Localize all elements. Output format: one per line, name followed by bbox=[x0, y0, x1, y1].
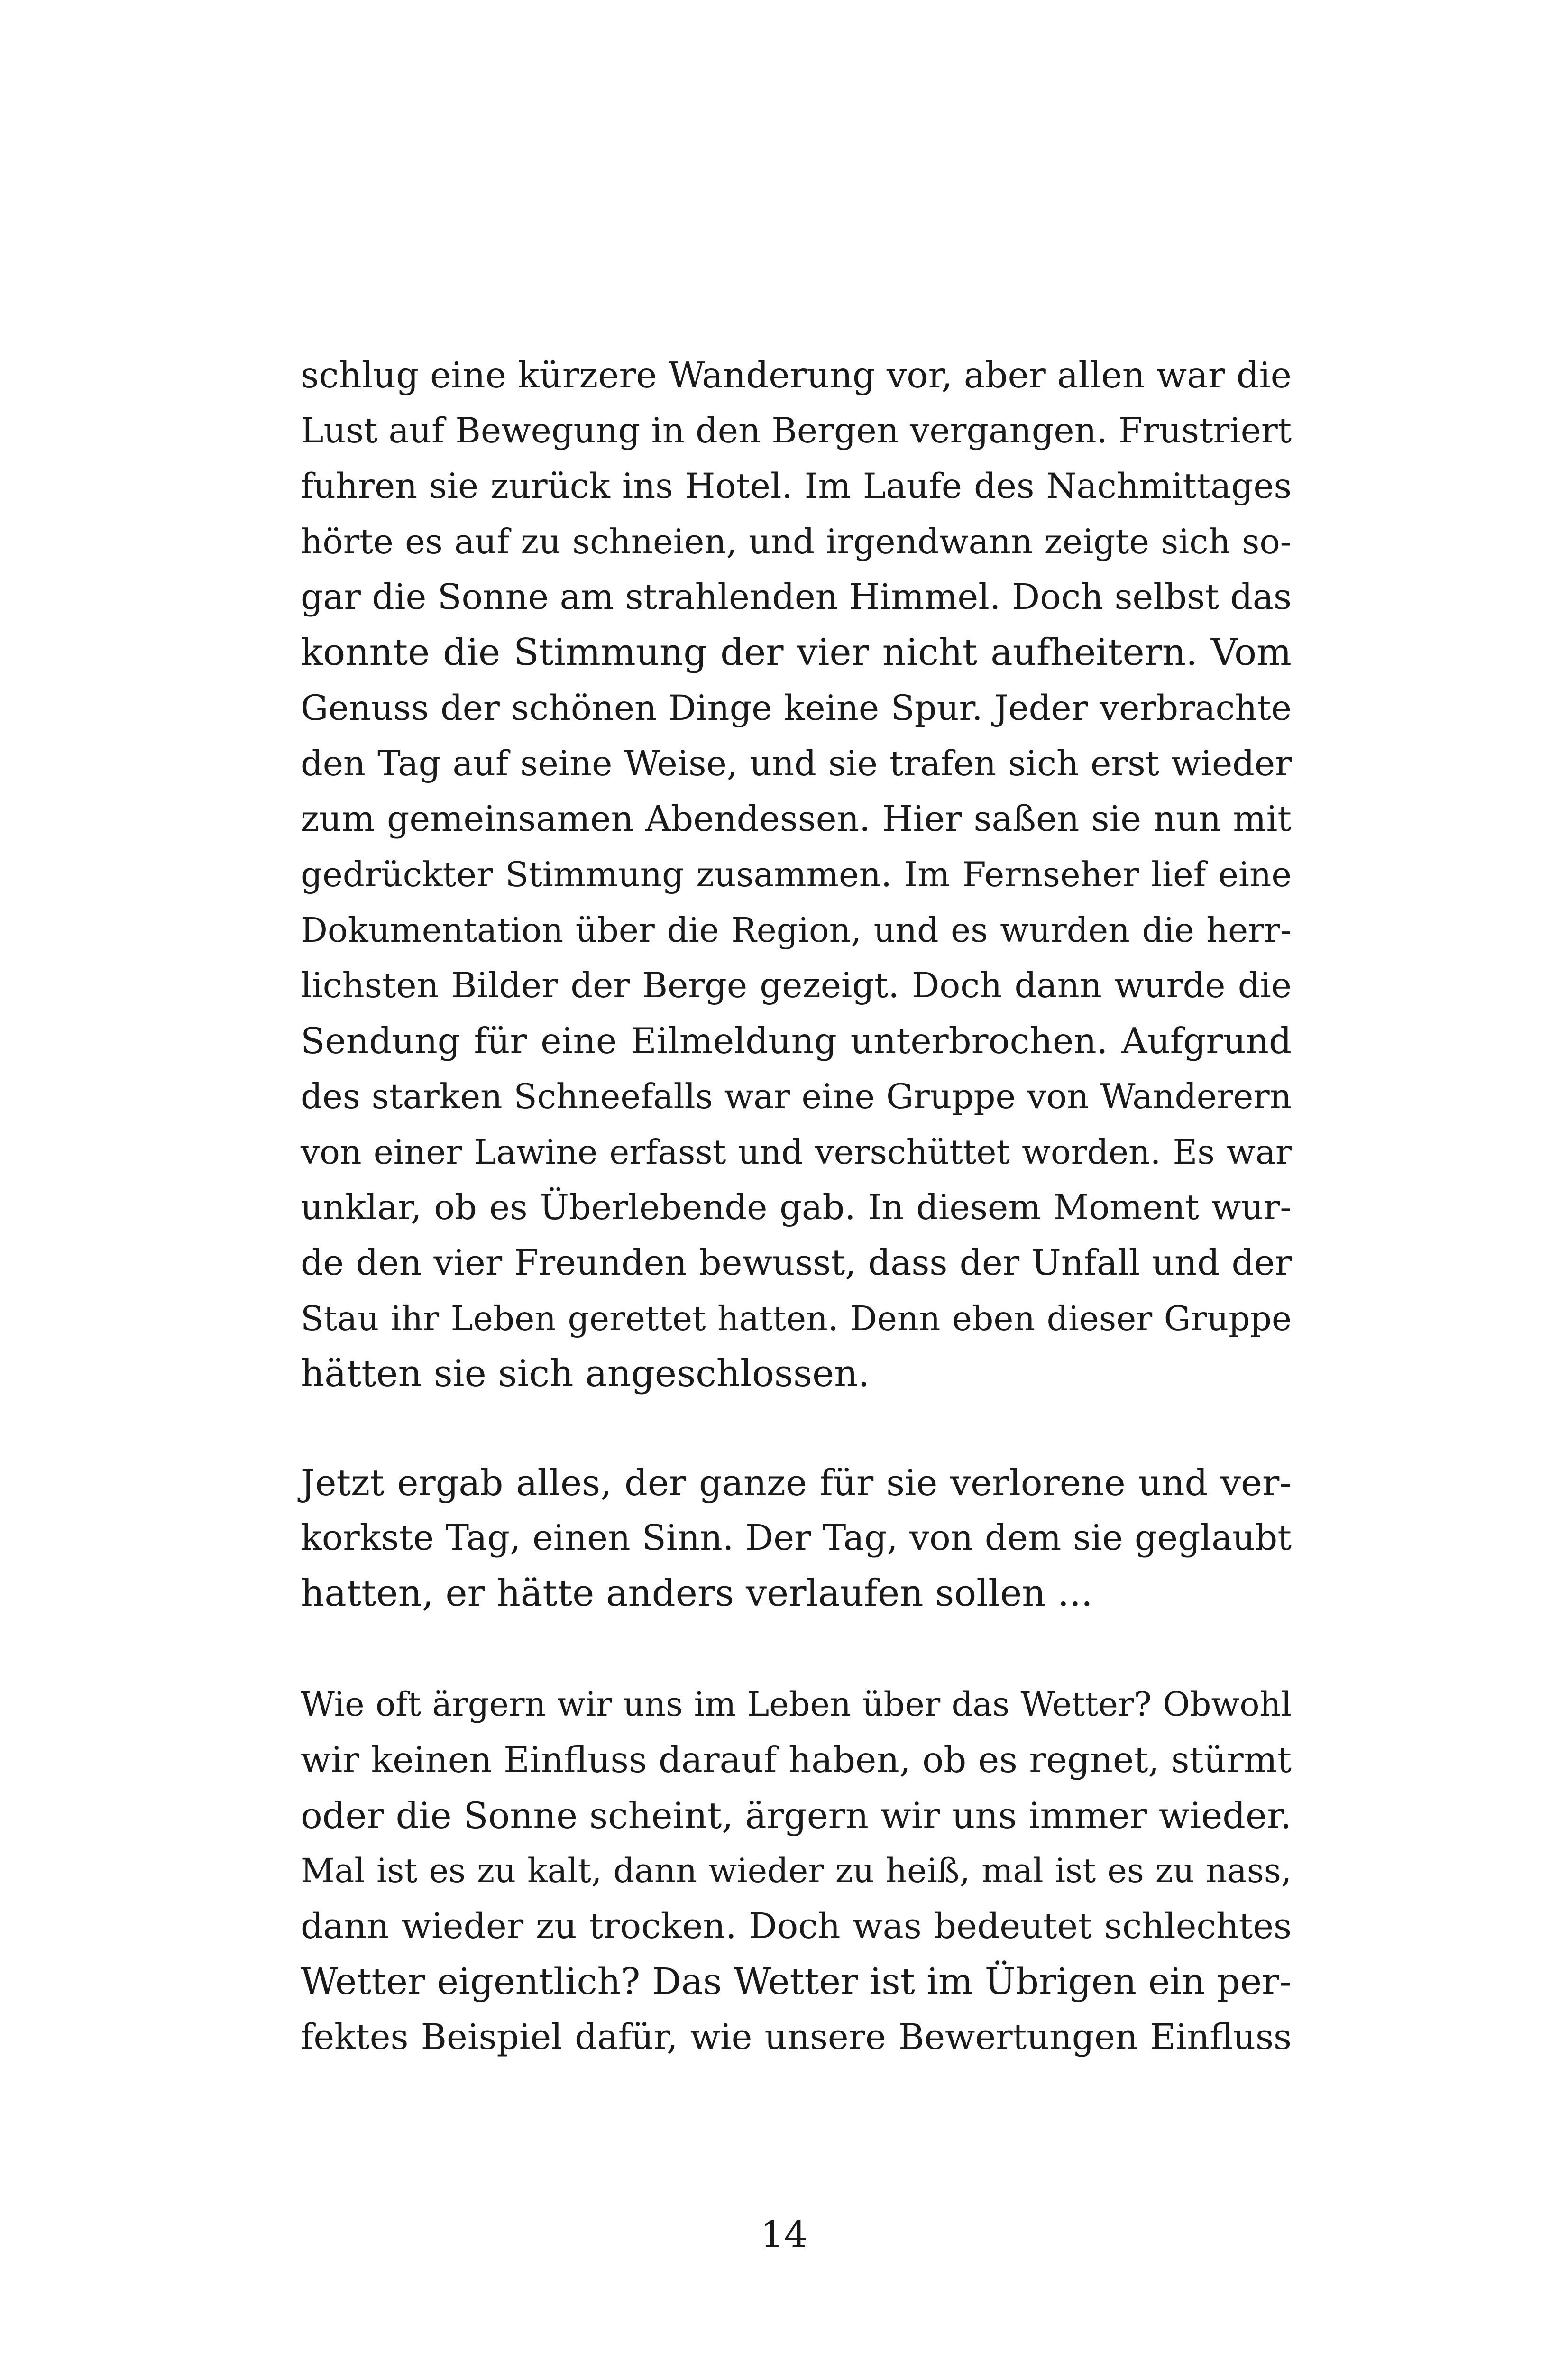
text-line: des starken Schneefalls war eine Gruppe von Wanderern bbox=[301, 1076, 1292, 1116]
text-line: konnte die Stimmung der vier nicht aufheitern. Vom bbox=[301, 631, 1292, 674]
text-line: oder die Sonne scheint, ärgern wir uns immer wieder. bbox=[301, 1794, 1292, 1837]
paragraph-1 bbox=[301, 348, 1292, 1402]
text-line: Lust auf Bewegung in den Bergen vergangen. Frustriert bbox=[301, 411, 1292, 451]
text-line: Mal ist es zu kalt, dann wieder zu heiß, mal ist es zu nass, bbox=[301, 1851, 1292, 1890]
text-line: von einer Lawine erfasst und verschüttet worden. Es war bbox=[301, 1132, 1292, 1172]
text-line: fektes Beispiel dafür, wie unsere Bewertungen Einfluss bbox=[301, 2017, 1292, 2058]
text-line: unklar, ob es Überlebende gab. In diesem Moment wur- bbox=[301, 1187, 1292, 1228]
text-line: hatten, er hätte anders verlaufen sollen ... bbox=[301, 1572, 1093, 1615]
text-line: Stau ihr Leben gerettet hatten. Denn eben dieser Gruppe bbox=[301, 1299, 1292, 1338]
text-line: Wetter eigentlich? Das Wetter ist im Übrigen ein per- bbox=[301, 1961, 1292, 2003]
text-line: hörte es auf zu schneien, und irgendwann zeigte sich so- bbox=[301, 522, 1292, 561]
text-line: lichsten Bilder der Berge gezeigt. Doch dann wurde die bbox=[301, 965, 1292, 1006]
text-line: hätten sie sich angeschlossen. bbox=[301, 1352, 870, 1395]
paragraph-2 bbox=[301, 1455, 1292, 1621]
text-line: de den vier Freunden bewusst, dass der Unfall und der bbox=[301, 1242, 1292, 1283]
text-line: Wie oft ärgern wir uns im Leben über das Wetter? Obwohl bbox=[301, 1685, 1292, 1724]
text-line: den Tag auf seine Weise, und sie trafen sich erst wieder bbox=[301, 744, 1292, 784]
text-line: Genuss der schönen Dinge keine Spur. Jeder verbrachte bbox=[301, 688, 1292, 728]
text-line: gedrückter Stimmung zusammen. Im Fernseher lief eine bbox=[301, 855, 1292, 894]
text-line: Dokumentation über die Region, und es wurden die herr- bbox=[301, 910, 1292, 950]
paragraph-3 bbox=[301, 1677, 1292, 2065]
text-line: Jetzt ergab alles, der ganze für sie verlorene und ver- bbox=[301, 1461, 1292, 1504]
text-line: wir keinen Einfluss darauf haben, ob es regnet, stürmt bbox=[301, 1739, 1292, 1781]
page-number: 14 bbox=[760, 2214, 808, 2256]
text-line: gar die Sonne am strahlenden Himmel. Doch selbst das bbox=[301, 577, 1292, 617]
text-line: korkste Tag, einen Sinn. Der Tag, von dem sie geglaubt bbox=[301, 1517, 1292, 1558]
text-line: Sendung für eine Eilmeldung unterbrochen. Aufgrund bbox=[301, 1020, 1292, 1062]
text-line: zum gemeinsamen Abendessen. Hier saßen sie nun mit bbox=[301, 799, 1292, 839]
text-line: dann wieder zu trocken. Doch was bedeutet schlechtes bbox=[301, 1906, 1292, 1947]
text-line: schlug eine kürzere Wanderung vor, aber allen war die bbox=[301, 354, 1292, 396]
text-line: fuhren sie zurück ins Hotel. Im Laufe des Nachmittages bbox=[301, 466, 1292, 506]
